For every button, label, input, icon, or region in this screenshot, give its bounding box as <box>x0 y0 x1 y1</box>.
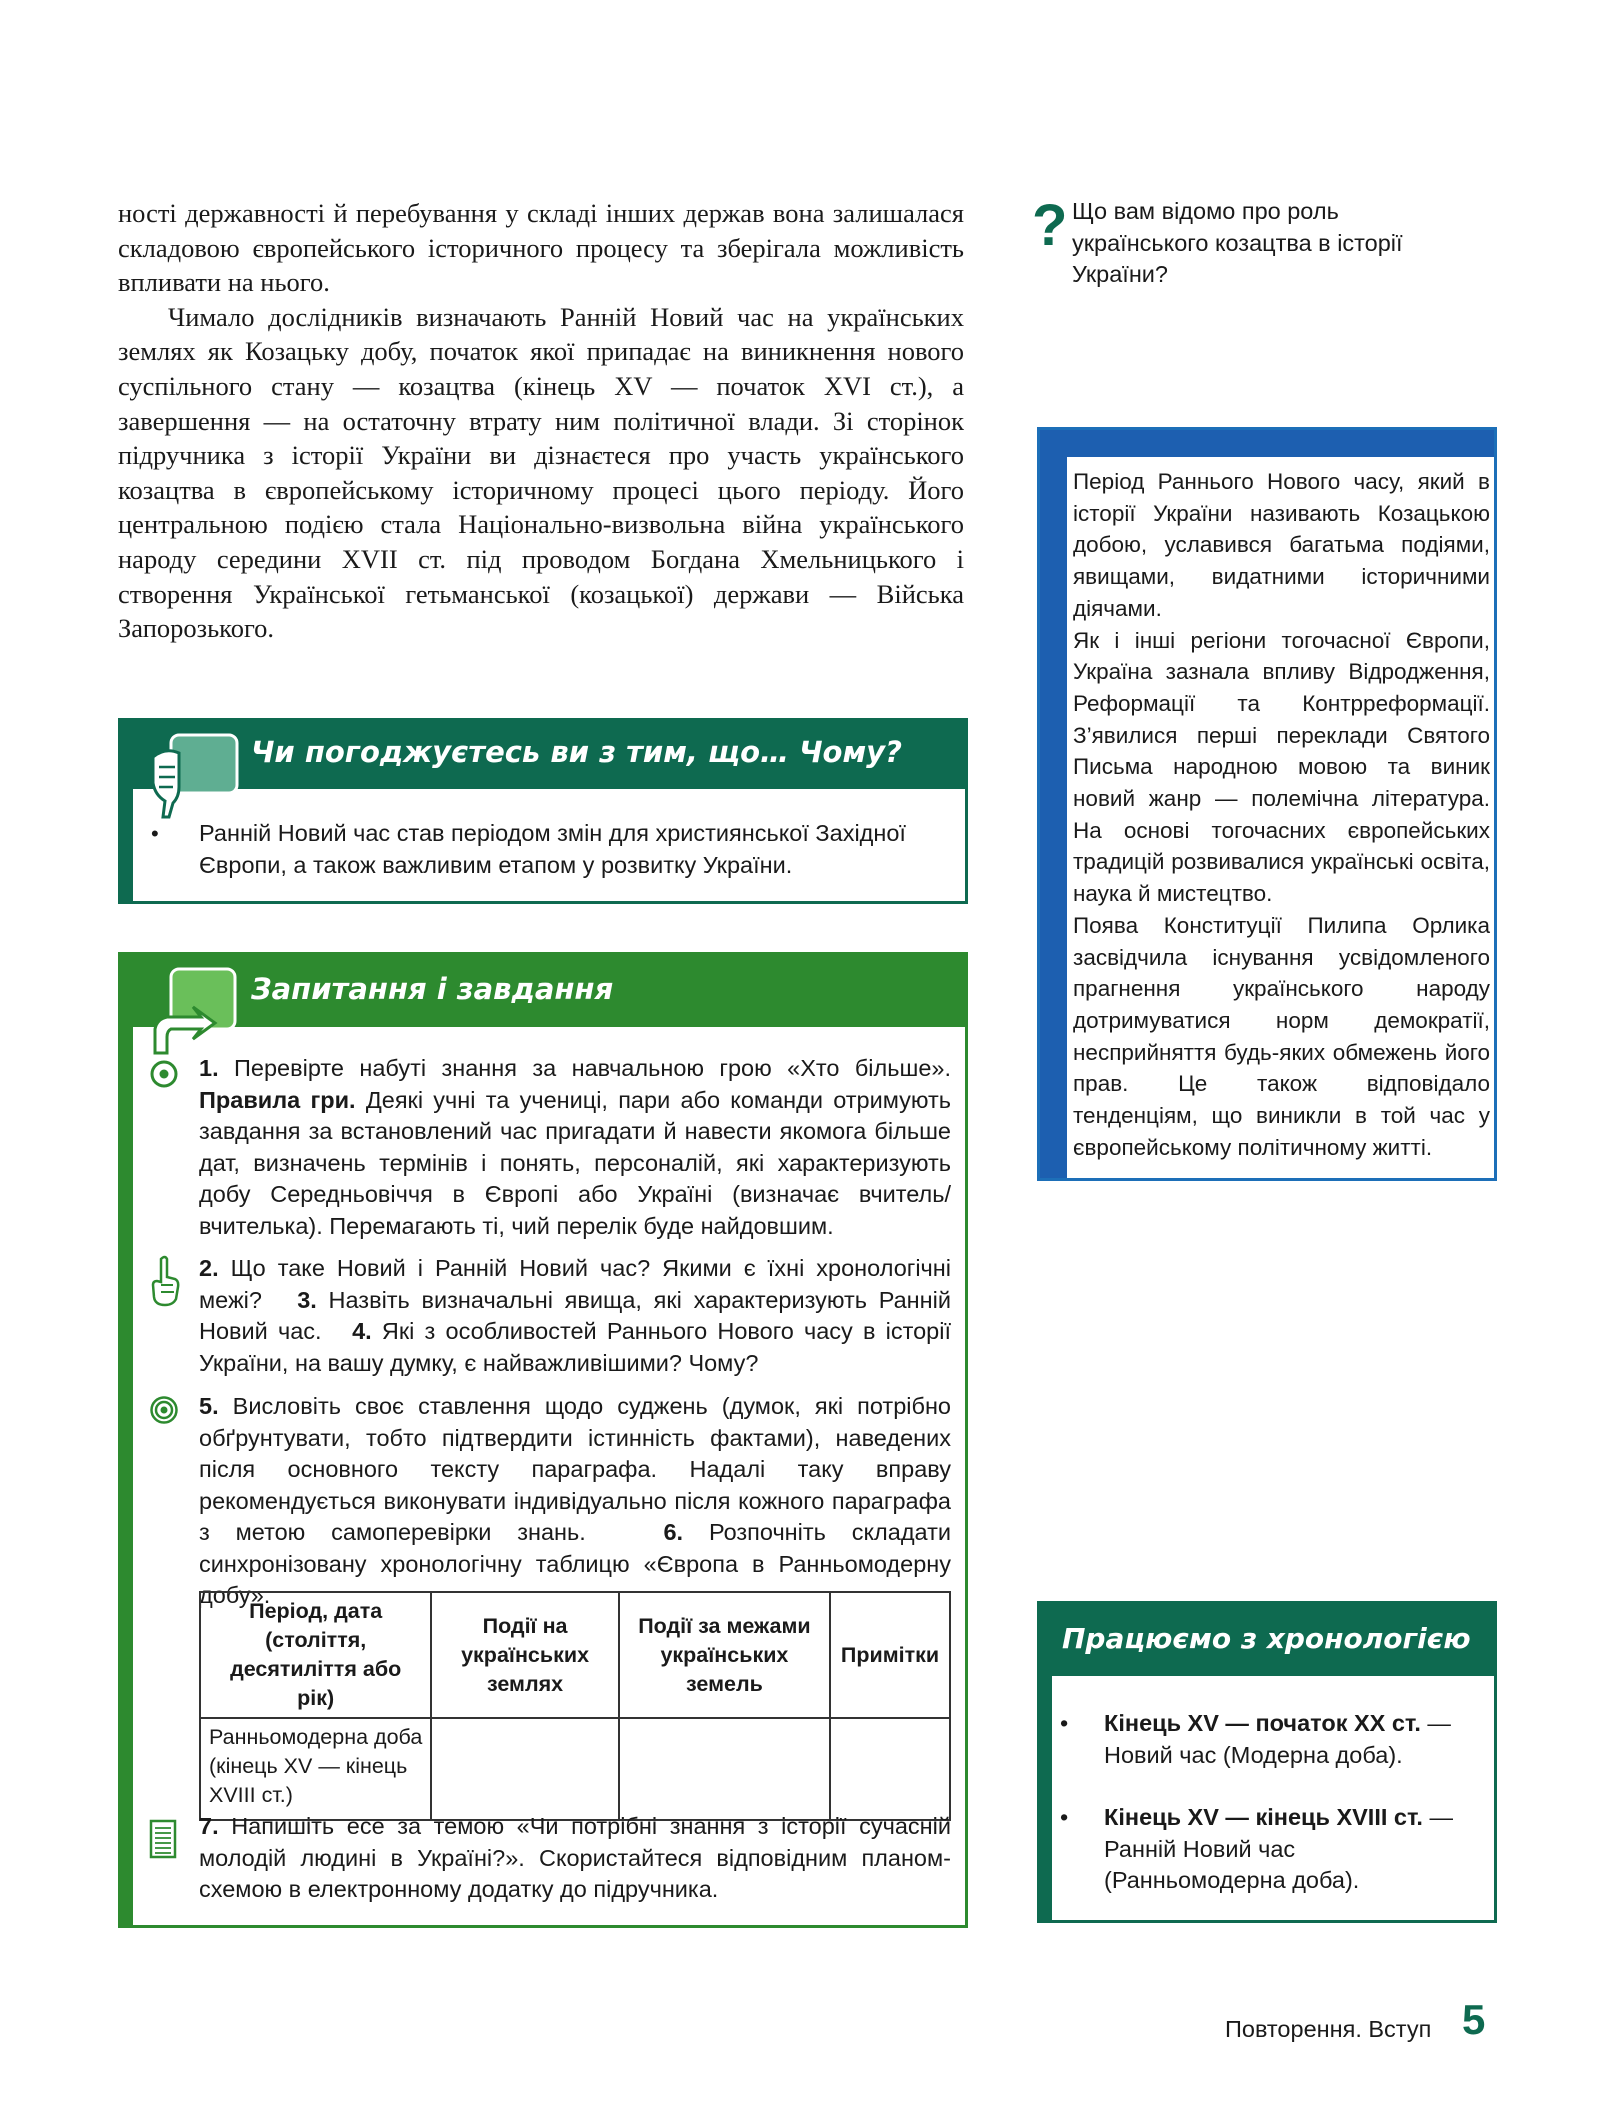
task-2: Що таке Новий і Ранній Новий час? Якими є їхні хронологічні межі? <box>199 1255 951 1313</box>
table-cell-ukraine <box>431 1718 618 1820</box>
page-number: 5 <box>1462 1996 1486 2043</box>
chronology-item-1-text: — Новий час (Модерна доба). <box>1104 1710 1451 1768</box>
task-6: Розпочніть складати синхронізовану хронологічну таблицю «Європа в Ранньомодерну добу». <box>199 1519 951 1608</box>
chronology-box-side-bar <box>1040 1604 1052 1920</box>
chronology-item-2-text: — Ранній Новий час (Ранньомодерна доба). <box>1104 1804 1453 1893</box>
questions-box-side-bar <box>121 955 133 1925</box>
task-1-rules: Деякі учні та учениці, пари або команди отримують завдання за встановлений час пригадати й навести якомога більше дат, визначень термінів і понять, персоналій, які характеризують добу Середньовіччя в Європі або Україні (визначає вчитель/вчителька). Перемагають ті, чий перелік буде найдовшим. <box>199 1086 951 1239</box>
chronology-item-2-dates: Кінець XV — кінець XVIII ст. <box>1104 1804 1423 1830</box>
task-7-text: Напишіть есе за темою «Чи потрібні знання з історії сучасній молодій людині в Україні?». Скористайтеся відповідним планом-схемою в електронному додатку до підручника. <box>199 1813 952 1902</box>
table-cell-period: Ранньомодерна доба (кінець XV — кінець XVIII ст.) <box>200 1718 431 1820</box>
agree-box <box>118 718 968 904</box>
raised-finger-icon <box>149 1255 181 1312</box>
task-3: Назвіть визначальні явища, які характеризують Ранній Новий час. <box>199 1286 951 1344</box>
task-7 <box>199 1811 951 1906</box>
task-1-number: 1. <box>199 1055 219 1081</box>
task-7-number: 7. <box>199 1813 219 1839</box>
questions-box-title: Запитання і завдання <box>251 972 614 1006</box>
table-header-notes: Примітки <box>830 1592 950 1718</box>
table-row <box>200 1718 950 1820</box>
table-header-row <box>200 1592 950 1718</box>
concentric-target-icon <box>149 1395 179 1430</box>
task-3-number: 3. <box>297 1286 317 1313</box>
document-icon <box>149 1819 177 1864</box>
task-6-number: 6. <box>663 1519 684 1545</box>
task-1-rules-label: Правила гри. <box>199 1086 356 1113</box>
chronology-bullet: • <box>1060 1804 1069 1830</box>
task-1 <box>199 1053 951 1242</box>
task-5-number: 5. <box>199 1393 219 1419</box>
tasks-2-4 <box>199 1253 951 1379</box>
table-header-period: Період, дата (століття, десятиліття або рік) <box>200 1592 431 1718</box>
agree-bullet: • <box>151 821 159 846</box>
main-text <box>118 196 964 646</box>
table-cell-abroad <box>619 1718 830 1820</box>
task-4: Які з особливостей Раннього Нового часу в історії України, на вашу думку, є найважливішими? Чому? <box>199 1318 952 1376</box>
summary-box-top-bar <box>1040 430 1494 457</box>
intro-paragraph-1: ності державності й перебування у складі інших держав вона залишалася складовою європейського історичного процесу та зберігала можливість впливати на нього. <box>118 198 964 298</box>
chronology-item-1-dates: Кінець XV — початок XX ст. <box>1104 1710 1421 1736</box>
agree-box-title: Чи погоджуєтесь ви з тим, що… Чому? <box>251 735 902 769</box>
summary-box-side-bar <box>1040 430 1067 1178</box>
summary-paragraph-3: Поява Конституції Пилипа Орлика засвідчила існування усвідомленого прагнення українського народу дотримуватися норм демократії, несприйняття будь-яких обмежень його прав. Це також відповідало тенденціям, що виникли в той час у європейському політичному житті. <box>1073 912 1490 1160</box>
table-cell-notes <box>830 1718 950 1820</box>
task-1-intro: Перевірте набуті знання за навчальною грою «Хто більше». <box>234 1055 951 1081</box>
tasks-5-6 <box>199 1391 951 1612</box>
summary-paragraph-1: Період Раннього Нового часу, який в історії України називають Козацькою добою, уславився багатьма подіями, явищами, видатними історичними діячами. <box>1073 469 1490 621</box>
question-mark-icon: ? <box>1032 193 1068 258</box>
summary-paragraph-2: Як і інші регіони тогочасної Європи, Україна зазнала впливу Відродження, Реформації та Контрреформації. З’явилися перші переклади Святого Письма народною мовою та виник новий жанр — полемічна література. На основі тогочасних європейських традицій розвивалися українські освіта, наука й мистецтво. <box>1073 627 1490 907</box>
intro-paragraph-2: Чимало дослідників визначають Ранній Новий час на українських землях як Козацьку добу, початок якої припадає на виникнення нового суспільного стану — козацтва (кінець XV — початок XVI ст.), а завершення — на остаточну втрату ним політичної влади. Зі сторінок підручника з історії України ви дізнаєтеся про участь українського козацтва в європейському історичному процесі цього періоду. Його центральною подією стала Національно-визвольна війна українського народу середини XVII ст. під проводом Богдана Хмельницького і створення Української гетьманської (козацької) держави — Війська Запорозького. <box>118 301 964 644</box>
task-2-number: 2. <box>199 1255 219 1281</box>
chronology-bullet: • <box>1060 1710 1069 1736</box>
task-4-number: 4. <box>352 1318 372 1344</box>
table-header-ukraine: Події на українських землях <box>431 1592 618 1718</box>
chronology-box-title: Працюємо з хронологією <box>1062 1622 1471 1655</box>
arrow-hand-icon <box>145 963 241 1064</box>
margin-question-text: Що вам відомо про роль українського козацтва в історії України? <box>1072 198 1403 287</box>
section-title: Повторення. Вступ <box>1225 2016 1432 2042</box>
summary-box <box>1037 427 1497 1181</box>
synchronized-chronology-table <box>199 1591 951 1821</box>
pointing-hand-icon <box>145 727 241 828</box>
agree-statement: Ранній Новий час став періодом змін для християнської Західної Європи, а також важливим етапом у розвитку України. <box>199 820 906 878</box>
task-5: Висловіть своє ставлення щодо суджень (думок, які потрібно обґрунтувати, тобто підтвердити істинність фактами), наведених після основного тексту параграфа. Надалі таку вправу рекомендується виконувати індивідуально після кожного параграфа з метою самоперевірки знань. <box>199 1393 951 1545</box>
chronology-box <box>1037 1601 1497 1923</box>
questions-box <box>118 952 968 1928</box>
table-header-abroad: Події за межами українських земель <box>619 1592 830 1718</box>
target-icon <box>149 1059 179 1094</box>
agree-box-side-bar <box>121 721 133 901</box>
